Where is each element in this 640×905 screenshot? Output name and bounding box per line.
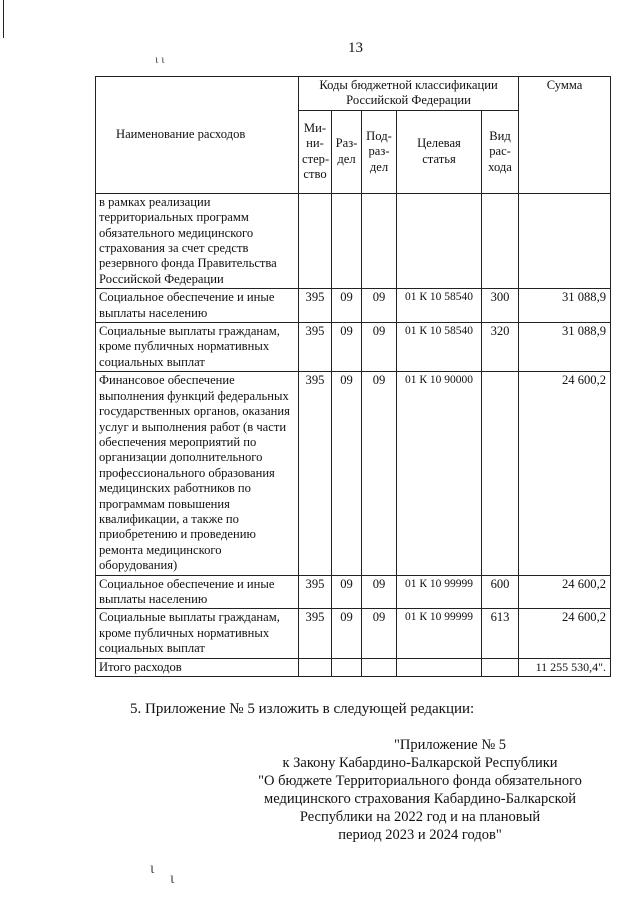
total-empty-cell xyxy=(299,658,332,676)
row-amount xyxy=(519,193,611,288)
row-section xyxy=(332,193,362,288)
row-ministry: 395 xyxy=(299,575,332,609)
table-row xyxy=(96,372,611,575)
row-section: 09 xyxy=(332,372,362,575)
row-name: в рамках реализации территориальных программ обязательного медицинского страхования за счет средств резервного фонда Правительства Российской Федерации xyxy=(96,193,299,288)
row-name: Финансовое обеспечение выполнения функций федеральных государственных органов, оказания услуг и выполнения работ (в части обеспечения мероприятий по организации дополнительного профессионального образования медицинских работников по программам повышения квалификации, а также по приобретению и проведению ремонта медицинского оборудования) xyxy=(96,372,299,575)
row-subsection: 09 xyxy=(362,323,397,372)
row-name: Социальные выплаты гражданам, кроме публичных нормативных социальных выплат xyxy=(96,609,299,658)
row-target: 01 К 10 90000 xyxy=(397,372,482,575)
column-header-subsection: Под- раз- дел xyxy=(362,110,397,193)
appendix-line: период 2023 и 2024 годов" xyxy=(338,827,502,843)
row-section: 09 xyxy=(332,289,362,323)
appendix-line: к Закону Кабардино-Балкарской Республики xyxy=(282,755,558,771)
row-name: Социальное обеспечение и иные выплаты населению xyxy=(96,289,299,323)
row-subsection: 09 xyxy=(362,575,397,609)
row-target: 01 К 10 58540 xyxy=(397,289,482,323)
total-empty-cell xyxy=(362,658,397,676)
row-section: 09 xyxy=(332,323,362,372)
table-row xyxy=(96,323,611,372)
appendix-line: медицинского страхования Кабардино-Балкарской xyxy=(264,791,576,807)
row-ministry: 395 xyxy=(299,289,332,323)
table-row xyxy=(96,289,611,323)
row-amount: 24 600,2 xyxy=(519,609,611,658)
table-row xyxy=(96,193,611,288)
header-row-1 xyxy=(96,77,611,111)
row-type xyxy=(482,193,519,288)
row-subsection: 09 xyxy=(362,609,397,658)
row-amount: 24 600,2 xyxy=(519,372,611,575)
row-target: 01 К 10 58540 xyxy=(397,323,482,372)
total-label: Итого расходов xyxy=(96,658,299,676)
total-amount: 11 255 530,4". xyxy=(519,658,611,676)
column-header-name: Наименование расходов xyxy=(96,77,299,194)
row-ministry: 395 xyxy=(299,323,332,372)
table-row xyxy=(96,575,611,609)
row-ministry: 395 xyxy=(299,609,332,658)
appendix-line: "О бюджете Территориального фонда обязательного xyxy=(258,773,582,789)
budget-table xyxy=(95,76,611,677)
total-empty-cell xyxy=(482,658,519,676)
row-section: 09 xyxy=(332,575,362,609)
row-amount: 24 600,2 xyxy=(519,575,611,609)
total-empty-cell xyxy=(332,658,362,676)
row-type: 300 xyxy=(482,289,519,323)
row-subsection: 09 xyxy=(362,372,397,575)
table-row xyxy=(96,609,611,658)
scan-mark: ɩ xyxy=(150,860,155,877)
column-header-target: Целевая статья xyxy=(397,110,482,193)
column-header-codes: Коды бюджетной классификации Российской Федерации xyxy=(299,77,519,111)
row-type: 613 xyxy=(482,609,519,658)
row-type: 600 xyxy=(482,575,519,609)
row-type: 320 xyxy=(482,323,519,372)
column-header-section: Раз- дел xyxy=(332,110,362,193)
total-empty-cell xyxy=(397,658,482,676)
row-subsection xyxy=(362,193,397,288)
page-number: 13 xyxy=(348,40,363,56)
appendix-line: Республики на 2022 год и на плановый xyxy=(299,809,541,825)
column-header-sum: Сумма xyxy=(519,77,611,194)
item-five-text: 5. Приложение № 5 изложить в следующей редакции: xyxy=(130,701,475,717)
row-amount: 31 088,9 xyxy=(519,289,611,323)
scan-mark: ɩ xyxy=(170,870,175,887)
row-ministry xyxy=(299,193,332,288)
row-amount: 31 088,9 xyxy=(519,323,611,372)
row-target: 01 К 10 99999 xyxy=(397,575,482,609)
scan-mark: ɩ ɩ xyxy=(155,52,165,66)
total-row xyxy=(96,658,611,676)
row-section: 09 xyxy=(332,609,362,658)
appendix-header xyxy=(250,736,590,844)
row-name: Социальные выплаты гражданам, кроме публичных нормативных социальных выплат xyxy=(96,323,299,372)
page-edge-rule xyxy=(3,0,4,38)
row-ministry: 395 xyxy=(299,372,332,575)
row-name: Социальное обеспечение и иные выплаты населению xyxy=(96,575,299,609)
row-target xyxy=(397,193,482,288)
appendix-title: "Приложение № 5 xyxy=(393,737,507,753)
row-type xyxy=(482,372,519,575)
row-target: 01 К 10 99999 xyxy=(397,609,482,658)
column-header-expense-type: Вид рас- хода xyxy=(482,110,519,193)
column-header-ministry: Ми- ни- стер- ство xyxy=(299,110,332,193)
row-subsection: 09 xyxy=(362,289,397,323)
